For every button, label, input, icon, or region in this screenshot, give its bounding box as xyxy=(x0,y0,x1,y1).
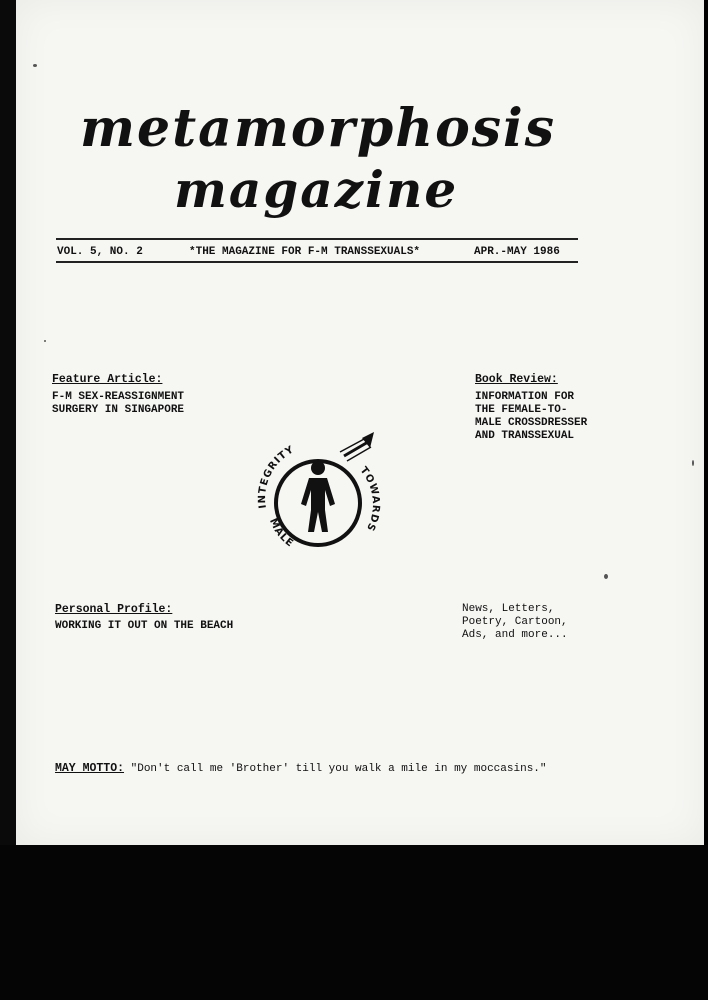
scan-speck xyxy=(33,64,37,67)
profile-heading: Personal Profile: xyxy=(55,603,173,616)
profile-title: WORKING IT OUT ON THE BEACH xyxy=(55,620,234,632)
book-review-title xyxy=(475,391,587,443)
motto-text: "Don't call me 'Brother' till you walk a mile in my moccasins." xyxy=(130,763,547,775)
misc-contents xyxy=(462,603,568,642)
misc-line: News, Letters, xyxy=(462,603,555,615)
masthead-title: metamorphosis xyxy=(80,98,557,159)
misc-line: Ads, and more... xyxy=(462,629,568,641)
feature-line: F-M SEX-REASSIGNMENT xyxy=(52,391,185,403)
masthead-subtitle: magazine xyxy=(174,160,459,219)
male-figure-icon xyxy=(301,461,335,532)
logo-text-right: TOWARDS xyxy=(357,465,382,534)
book-review-line: AND TRANSSEXUAL xyxy=(475,430,575,442)
book-review-line: INFORMATION FOR xyxy=(475,391,575,403)
volume-number: VOL. 5, NO. 2 xyxy=(57,246,143,258)
tagline: *THE MAGAZINE FOR F-M TRANSSEXUALS* xyxy=(189,246,421,258)
book-review-heading: Book Review: xyxy=(475,373,558,386)
integrity-logo xyxy=(240,428,400,568)
issue-date: APR.-MAY 1986 xyxy=(474,246,560,258)
book-review-line: THE FEMALE-TO- xyxy=(475,404,568,416)
feature-heading: Feature Article: xyxy=(52,373,163,386)
feature-title xyxy=(52,391,184,417)
motto-label: MAY MOTTO: xyxy=(55,762,125,775)
scan-bottom-band xyxy=(0,845,708,1000)
scan-speck xyxy=(692,460,694,466)
motto xyxy=(55,762,547,776)
top-rule xyxy=(56,238,578,240)
misc-line: Poetry, Cartoon, xyxy=(462,616,568,628)
scan-speck xyxy=(44,340,46,342)
feature-line: SURGERY IN SINGAPORE xyxy=(52,404,185,416)
scan-speck xyxy=(604,574,608,579)
logo-text-bottom: MALE xyxy=(266,516,296,550)
logo-text-top: INTEGRITY xyxy=(257,444,297,510)
bottom-rule xyxy=(56,261,578,263)
book-review-line: MALE CROSSDRESSER xyxy=(475,417,588,429)
